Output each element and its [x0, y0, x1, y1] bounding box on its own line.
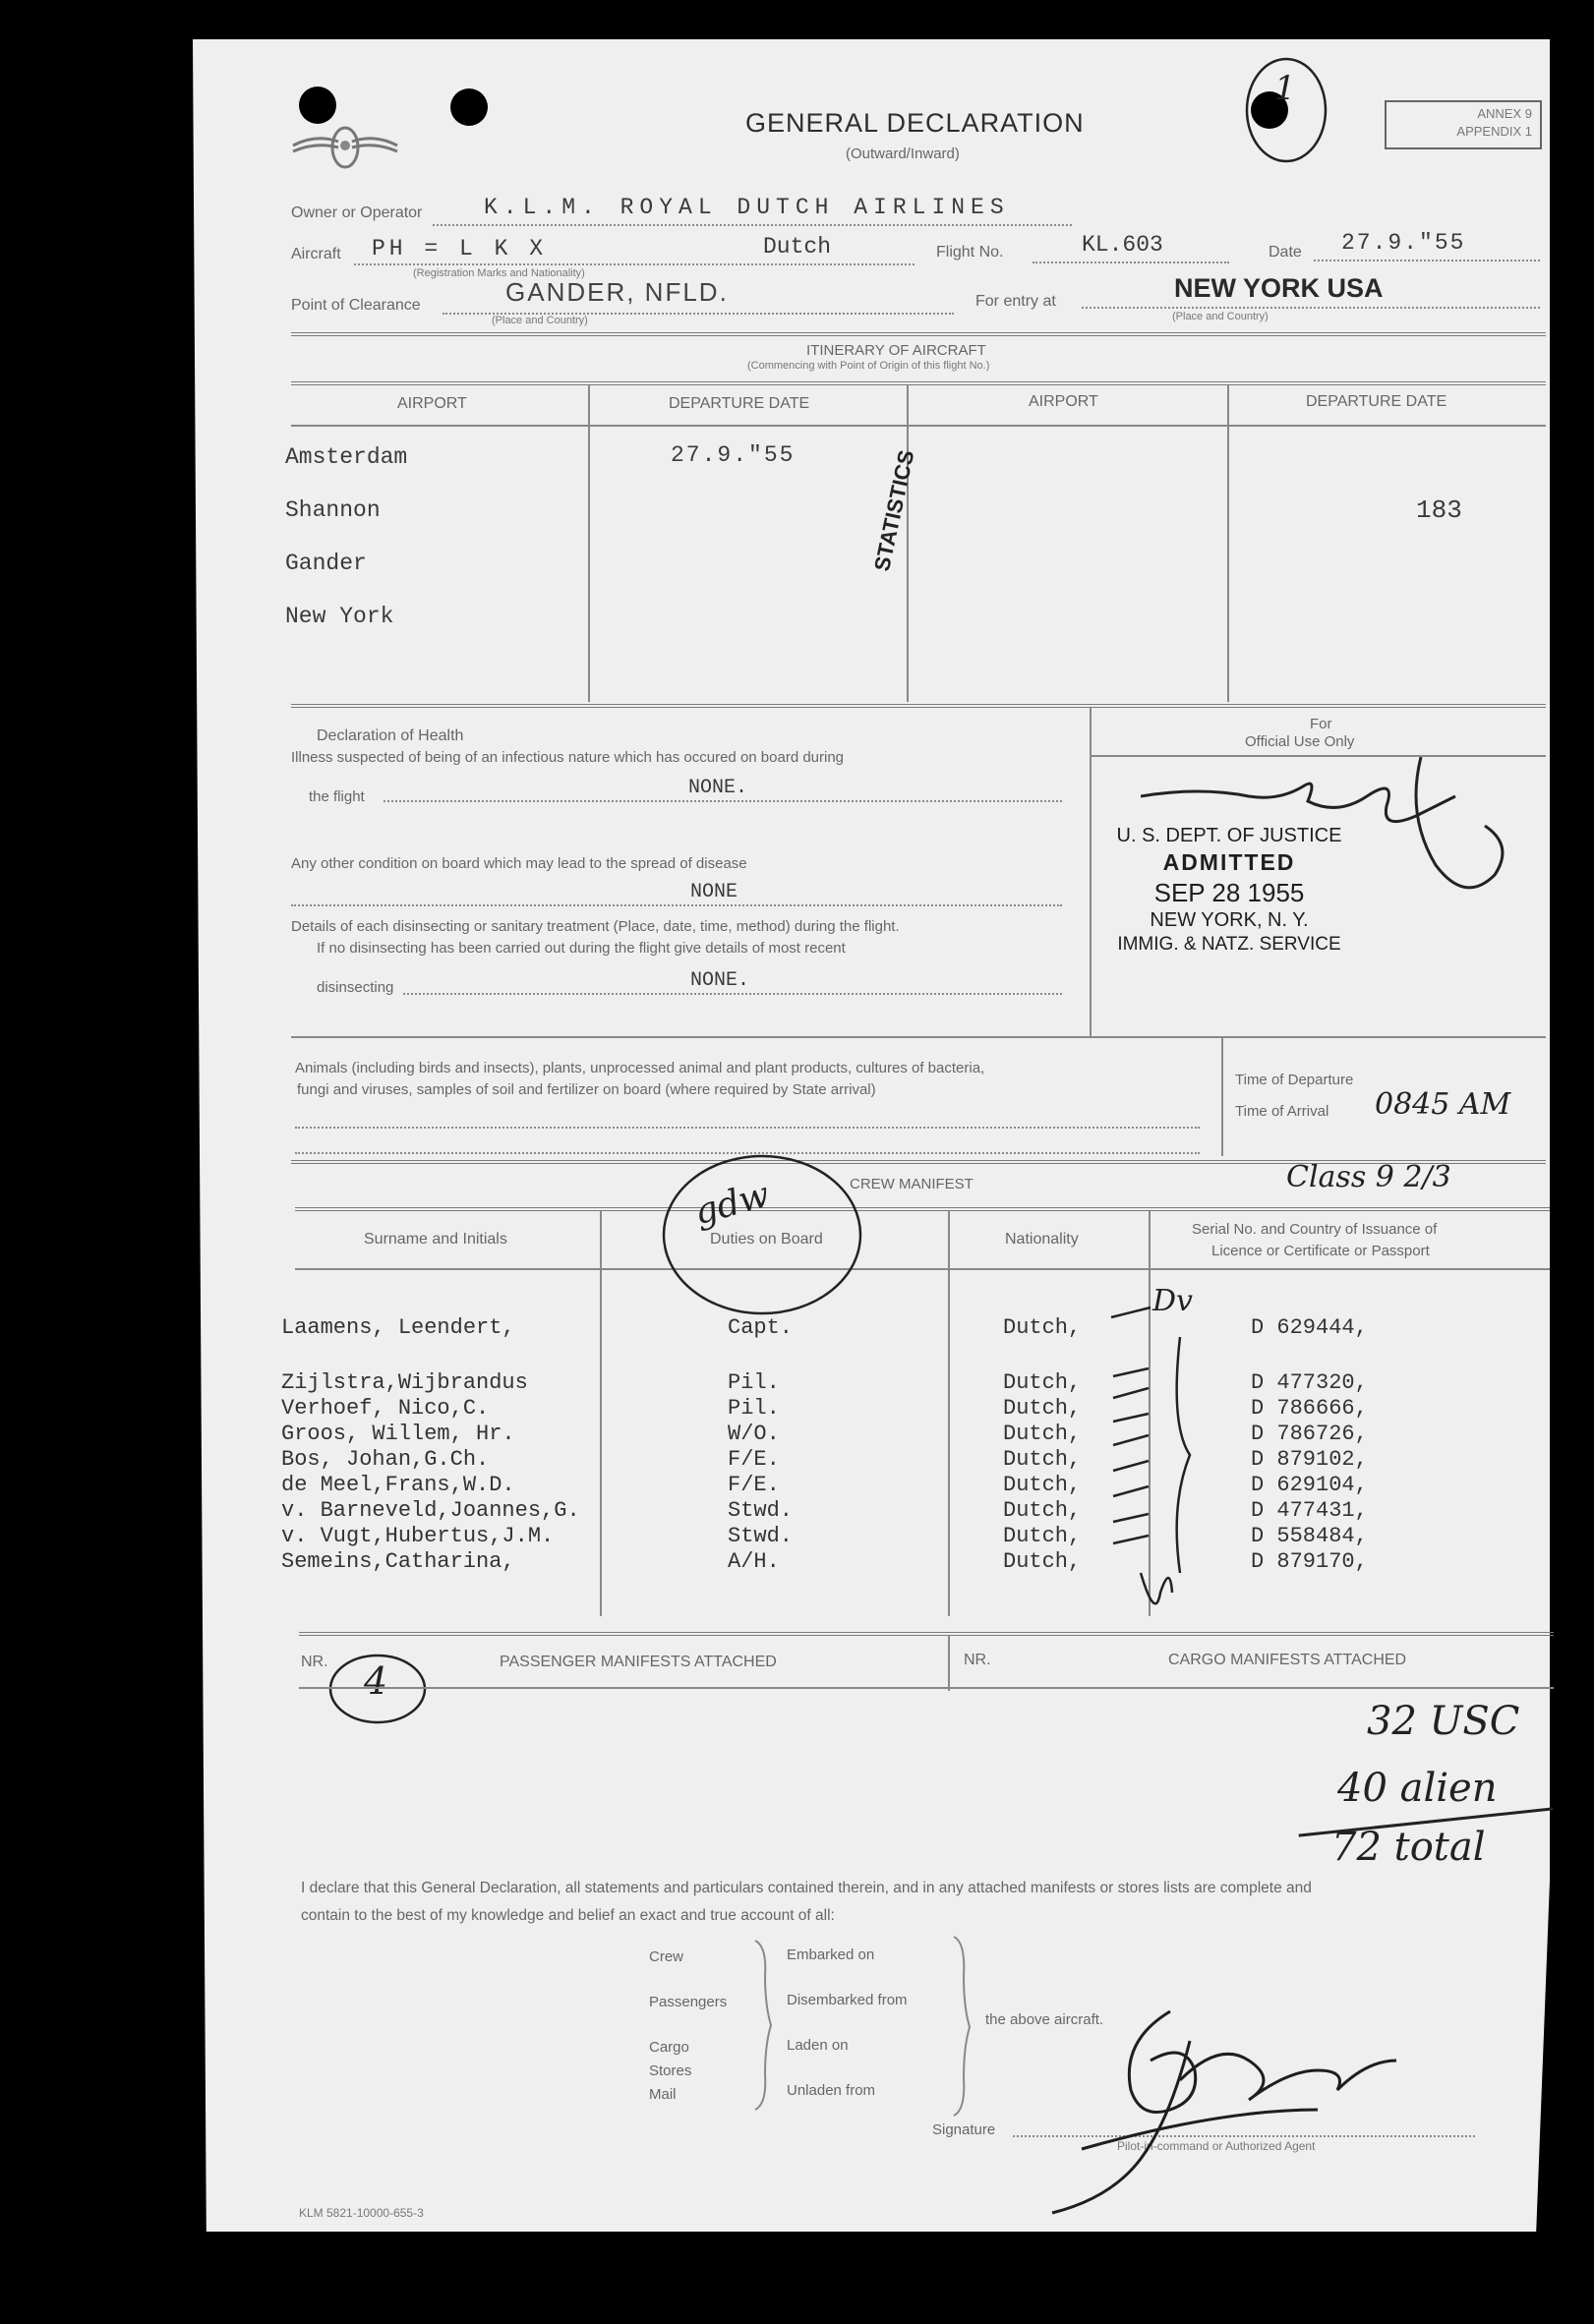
crew-nationality: Dutch,: [1003, 1549, 1082, 1574]
declaration-text: contain to the best of my knowledge and belief an exact and true account of all:: [301, 1907, 835, 1924]
document-subtitle: (Outward/Inward): [846, 145, 960, 162]
captain-signature-icon: [1023, 2002, 1436, 2218]
health-question-2: Any other condition on board which may lead to the spread of disease: [291, 855, 747, 872]
crew-duty: Pil.: [728, 1370, 780, 1395]
crew-nationality: Dutch,: [1003, 1473, 1082, 1497]
entry-value: NEW YORK USA: [1174, 273, 1384, 303]
divider: [299, 1632, 1554, 1636]
column-divider: [588, 385, 590, 702]
declaration-aircraft: the above aircraft.: [985, 2011, 1104, 2028]
stamp-admitted: ADMITTED: [1162, 849, 1296, 875]
stamp-line: U. S. DEPT. OF JUSTICE: [1116, 825, 1342, 846]
health-question-3: Details of each disinsecting or sanitary treatment (Place, date, time, method) during the flight.: [291, 918, 900, 935]
signature-label: Signature: [932, 2121, 996, 2138]
cargo-manifests-label: CARGO MANIFESTS ATTACHED: [1168, 1652, 1407, 1668]
crew-name: de Meel,Frans,W.D.: [281, 1473, 515, 1497]
crew-nationality: Dutch,: [1003, 1370, 1082, 1395]
declaration-disembarked: Disembarked from: [787, 1992, 908, 2008]
health-question-1b: the flight: [309, 788, 365, 805]
crew-serial: D 629444,: [1251, 1315, 1368, 1340]
column-divider: [1221, 1038, 1223, 1156]
registration-note: (Registration Marks and Nationality): [413, 267, 585, 279]
column-divider: [600, 1211, 602, 1616]
health-question-3c: disinsecting: [317, 979, 394, 996]
itinerary-header-departure: DEPARTURE DATE: [669, 395, 810, 412]
divider: [299, 1687, 1554, 1689]
form-number: KLM 5821-10000-655-3: [299, 2206, 424, 2220]
column-divider: [907, 385, 909, 702]
clearance-note: (Place and Country): [492, 315, 588, 326]
declaration-laden: Laden on: [787, 2037, 849, 2054]
entry-line: [1082, 307, 1540, 309]
stamp-line: IMMIG. & NATZ. SERVICE: [1117, 934, 1341, 956]
nr-label: NR.: [964, 1652, 991, 1668]
time-arrival-label: Time of Arrival: [1235, 1103, 1329, 1120]
health-answer-3: NONE.: [690, 969, 750, 992]
passenger-manifest-count: 4: [364, 1659, 388, 1703]
checkmarks-icon: [1101, 1278, 1210, 1612]
crew-nationality: Dutch,: [1003, 1498, 1082, 1523]
itinerary-airport: Amsterdam: [285, 444, 408, 470]
official-use-label: Official Use Only: [1245, 733, 1355, 750]
crew-name: Verhoef, Nico,C.: [281, 1396, 490, 1421]
divider: [291, 1036, 1546, 1038]
crew-name: v. Vugt,Hubertus,J.M.: [281, 1524, 555, 1548]
crew-nationality: Dutch,: [1003, 1422, 1082, 1446]
answer-line: [295, 1127, 1200, 1129]
health-title: Declaration of Health: [317, 727, 464, 744]
official-use-label: For: [1310, 716, 1332, 732]
crew-nationality: Dutch,: [1003, 1315, 1082, 1340]
clearance-label: Point of Clearance: [291, 297, 421, 314]
answer-line: [403, 993, 1062, 995]
crew-header-licence: Licence or Certificate or Passport: [1211, 1243, 1430, 1259]
itinerary-number: 183: [1416, 495, 1462, 525]
aircraft-registration: PH = L K X: [372, 236, 548, 261]
declaration-embarked: Embarked on: [787, 1946, 875, 1963]
crew-duty: Stwd.: [728, 1498, 794, 1523]
divider: [291, 381, 1546, 385]
crew-nationality: Dutch,: [1003, 1447, 1082, 1472]
crew-header-nationality: Nationality: [1005, 1231, 1079, 1248]
officer-signature-icon: [1141, 757, 1554, 934]
declaration-mail: Mail: [649, 2086, 677, 2103]
annex-box: [1385, 100, 1542, 149]
itinerary-header-departure: DEPARTURE DATE: [1306, 393, 1447, 410]
aircraft-label: Aircraft: [291, 246, 341, 262]
crew-serial: D 879102,: [1251, 1447, 1368, 1472]
declaration-unladen: Unladen from: [787, 2082, 876, 2099]
crew-duty: A/H.: [728, 1549, 780, 1574]
crew-header-name: Surname and Initials: [364, 1231, 507, 1248]
crew-name: Semeins,Catharina,: [281, 1549, 515, 1574]
handwritten-duties-note: gdw: [690, 1174, 774, 1234]
owner-line: [433, 224, 1072, 226]
passenger-manifests-label: PASSENGER MANIFESTS ATTACHED: [500, 1654, 777, 1670]
answer-line: [291, 904, 1062, 906]
entry-label: For entry at: [975, 293, 1056, 310]
statistics-stamp: STATISTICS: [869, 447, 919, 574]
itinerary-note: (Commencing with Point of Origin of this flight No.): [747, 360, 990, 372]
owner-label: Owner or Operator: [291, 204, 423, 221]
crew-name: Zijlstra,Wijbrandus: [281, 1370, 528, 1395]
declaration-passengers: Passengers: [649, 1994, 728, 2010]
animals-text: fungi and viruses, samples of soil and fertilizer on board (where required by State arrival): [297, 1081, 876, 1098]
crew-duty: F/E.: [728, 1447, 780, 1472]
declaration-text: I declare that this General Declaration, all statements and particulars contained therein, and in any attached manifests or stores lists are complete and: [301, 1880, 1312, 1896]
divider: [295, 1207, 1550, 1211]
column-divider: [1090, 708, 1092, 1036]
crew-serial: D 786666,: [1251, 1396, 1368, 1421]
itinerary-header-airport: AIRPORT: [1029, 393, 1098, 410]
flight-number: KL.603: [1082, 232, 1163, 258]
aircraft-nationality: Dutch: [763, 234, 832, 260]
crew-duty: Stwd.: [728, 1524, 794, 1548]
column-divider: [948, 1636, 950, 1691]
animals-text: Animals (including birds and insects), plants, unprocessed animal and plant products, cultures of bacteria,: [295, 1060, 985, 1076]
signature-note: Pilot-in-command or Authorized Agent: [1117, 2139, 1316, 2153]
health-question-1: Illness suspected of being of an infectious nature which has occured on board during: [291, 749, 845, 766]
klm-logo-icon: [291, 116, 399, 175]
declaration-stores: Stores: [649, 2063, 692, 2079]
crew-name: Bos, Johan,G.Ch.: [281, 1447, 490, 1472]
flight-line: [1033, 261, 1229, 263]
date-value: 27.9."55: [1341, 230, 1466, 256]
crew-duty: F/E.: [728, 1473, 780, 1497]
crew-duty: Pil.: [728, 1396, 780, 1421]
crew-serial: D 477320,: [1251, 1370, 1368, 1395]
itinerary-title: ITINERARY OF AIRCRAFT: [806, 342, 986, 359]
health-answer-2: NONE: [690, 881, 738, 903]
time-departure-label: Time of Departure: [1235, 1072, 1354, 1088]
annex-label: ANNEX 9: [1477, 106, 1532, 121]
crew-name: v. Barneveld,Joannes,G.: [281, 1498, 580, 1523]
itinerary-departure-date: 27.9."55: [671, 442, 796, 468]
aircraft-line: [354, 263, 915, 265]
divider: [291, 425, 1546, 427]
stamp-line: NEW YORK, N. Y.: [1150, 909, 1309, 932]
health-question-3b: If no disinsecting has been carried out during the flight give details of most recent: [317, 940, 846, 957]
time-arrival-value: 0845 AM: [1375, 1087, 1511, 1122]
crew-serial: D 629104,: [1251, 1473, 1368, 1497]
divider: [295, 1268, 1550, 1270]
handwritten-total-usc: 32 USC: [1367, 1699, 1520, 1744]
crew-manifest-title: CREW MANIFEST: [850, 1176, 974, 1192]
column-divider: [1227, 385, 1229, 702]
handwritten-dv: Dv: [1152, 1284, 1194, 1318]
crew-nationality: Dutch,: [1003, 1396, 1082, 1421]
circled-number: 1: [1274, 69, 1296, 108]
crew-serial: D 786726,: [1251, 1422, 1368, 1446]
divider: [291, 704, 1546, 708]
owner-value: K.L.M. ROYAL DUTCH AIRLINES: [484, 195, 1010, 220]
date-line: [1314, 260, 1540, 261]
crew-nationality: Dutch,: [1003, 1524, 1082, 1548]
crew-duty: Capt.: [728, 1315, 794, 1340]
declaration-cargo: Cargo: [649, 2039, 689, 2056]
itinerary-airport: Gander: [285, 551, 367, 576]
itinerary-airport: Shannon: [285, 497, 381, 523]
date-label: Date: [1269, 244, 1302, 261]
answer-line: [384, 800, 1062, 802]
stamp-date: SEP 28 1955: [1153, 877, 1305, 907]
brace-icon: [751, 1937, 777, 2114]
document-title: GENERAL DECLARATION: [745, 108, 1085, 138]
crew-serial: D 558484,: [1251, 1524, 1368, 1548]
declaration-crew: Crew: [649, 1948, 684, 1965]
health-answer-1: NONE.: [688, 777, 748, 799]
entry-note: (Place and Country): [1172, 311, 1269, 322]
nr-label: NR.: [301, 1654, 328, 1670]
crew-serial: D 477431,: [1251, 1498, 1368, 1523]
itinerary-airport: New York: [285, 604, 394, 629]
handwritten-class: Class 9 2/3: [1286, 1160, 1451, 1194]
itinerary-header-airport: AIRPORT: [397, 395, 467, 412]
crew-serial: D 879170,: [1251, 1549, 1368, 1574]
handwritten-total: 72 total: [1331, 1825, 1486, 1870]
crew-name: Groos, Willem, Hr.: [281, 1422, 515, 1446]
circled-note-icon: [649, 1146, 875, 1323]
column-divider: [948, 1211, 950, 1616]
crew-header-duties: Duties on Board: [710, 1231, 823, 1248]
flight-label: Flight No.: [936, 244, 1004, 261]
crew-duty: W/O.: [728, 1422, 780, 1446]
clearance-value: GANDER, NFLD.: [505, 277, 729, 307]
divider: [291, 332, 1546, 336]
punch-hole: [450, 88, 488, 126]
brace-icon: [950, 1933, 975, 2120]
appendix-label: APPENDIX 1: [1456, 124, 1532, 139]
crew-header-serial: Serial No. and Country of Issuance of: [1192, 1221, 1438, 1238]
crew-name: Laamens, Leendert,: [281, 1315, 515, 1340]
handwritten-total-alien: 40 alien: [1337, 1766, 1498, 1811]
